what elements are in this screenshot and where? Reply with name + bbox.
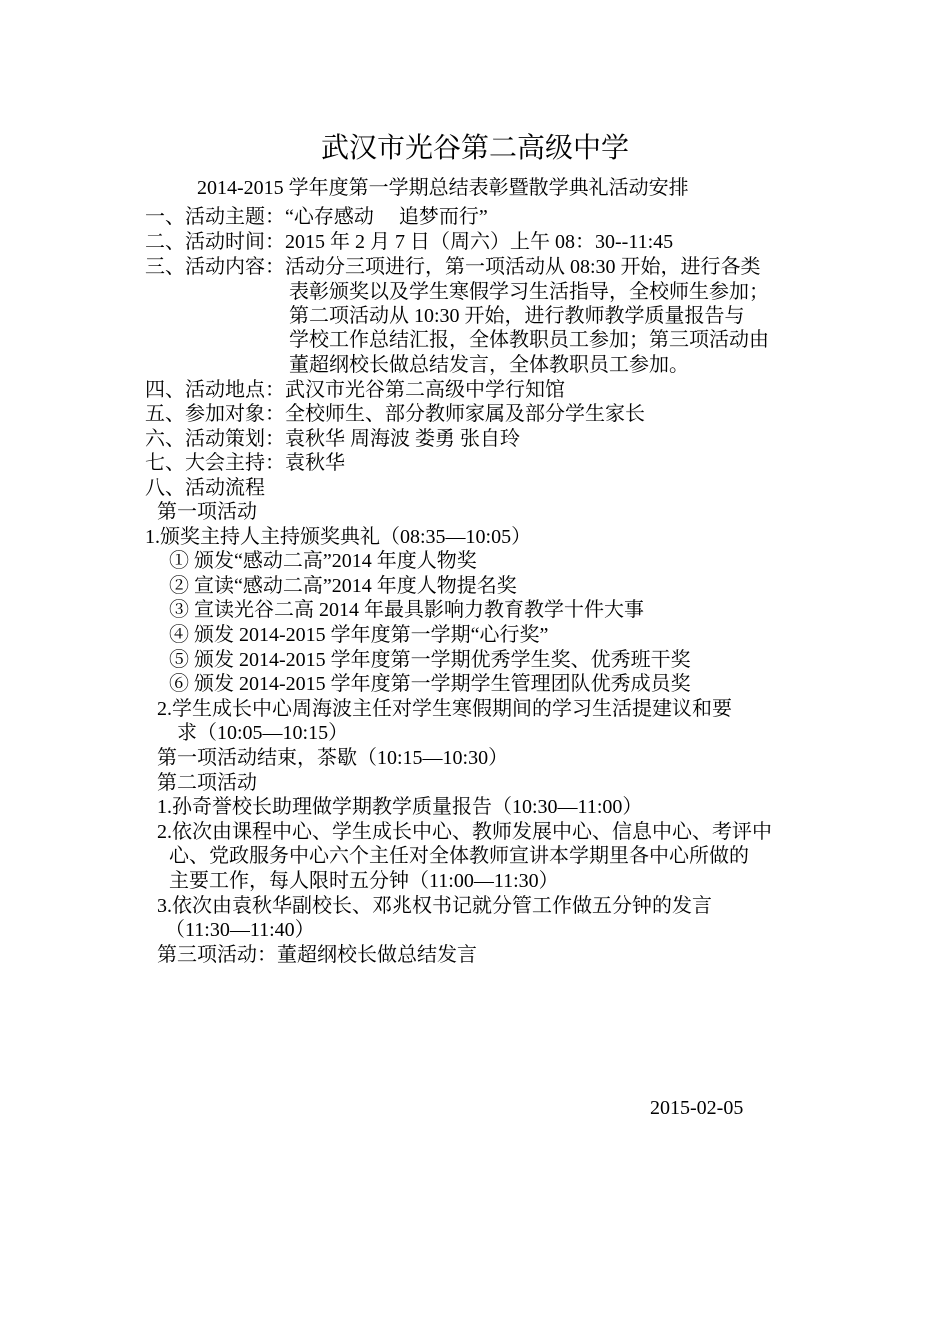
item-content-cont: 学校工作总结汇报，全体教职员工参加；第三项活动由	[289, 329, 769, 351]
list-item-cont: 主要工作，每人限时五分钟（11:00—11:30）	[169, 870, 559, 892]
list-item: 2.学生成长中心周海波主任对学生寒假期间的学习生活提建议和要	[157, 698, 732, 720]
item-content-cont: 第二项活动从 10:30 开始，进行教师教学质量报告与	[289, 305, 745, 327]
list-item: ⑥ 颁发 2014-2015 学年度第一学期学生管理团队优秀成员奖	[169, 673, 691, 695]
item-planners: 六、活动策划：袁秋华 周海波 娄勇 张自玲	[145, 428, 520, 450]
document-title: 武汉市光谷第二高级中学	[320, 133, 629, 164]
list-item-cont: 心、党政服务中心六个主任对全体教师宣讲本学期里各中心所做的	[169, 845, 749, 867]
list-item: ② 宣读“感动二高”2014 年度人物提名奖	[169, 575, 517, 597]
item-time: 二、活动时间：2015 年 2 月 7 日（周六）上午 08：30--11:45	[145, 231, 674, 253]
list-item: 1.孙奇誉校长助理做学期教学质量报告（10:30—11:00）	[157, 796, 643, 818]
section-heading: 第二项活动	[157, 772, 257, 794]
list-item: 1.颁奖主持人主持颁奖典礼（08:35—10:05）	[145, 526, 532, 548]
list-item: ④ 颁发 2014-2015 学年度第一学期“心行奖”	[169, 624, 549, 646]
section-heading: 第三项活动：董超纲校长做总结发言	[157, 944, 477, 966]
document-date: 2015-02-05	[650, 1097, 744, 1119]
item-participants: 五、参加对象：全校师生、部分教师家属及部分学生家长	[145, 403, 645, 425]
section-end: 第一项活动结束，茶歇（10:15—10:30）	[157, 747, 509, 769]
document-subtitle: 2014-2015 学年度第一学期总结表彰暨散学典礼活动安排	[197, 177, 689, 199]
list-item-cont: 求（10:05—10:15）	[177, 722, 349, 744]
list-item: 2.依次由课程中心、学生成长中心、教师发展中心、信息中心、考评中	[157, 821, 772, 843]
section-heading: 第一项活动	[157, 501, 257, 523]
list-item: ③ 宣读光谷二高 2014 年最具影响力教育教学十件大事	[169, 599, 644, 621]
item-process: 八、活动流程	[145, 477, 265, 499]
item-content: 三、活动内容：活动分三项进行，第一项活动从 08:30 开始，进行各类	[145, 256, 761, 278]
item-content-cont: 董超纲校长做总结发言，全体教职员工参加。	[289, 354, 689, 376]
list-item-cont: （11:30—11:40）	[165, 919, 315, 941]
item-location: 四、活动地点：武汉市光谷第二高级中学行知馆	[145, 379, 565, 401]
item-content-cont: 表彰颁奖以及学生寒假学习生活指导，全校师生参加；	[289, 281, 769, 303]
item-theme: 一、活动主题：“心存感动 追梦而行”	[145, 206, 488, 228]
list-item: ⑤ 颁发 2014-2015 学年度第一学期优秀学生奖、优秀班干奖	[169, 649, 691, 671]
item-host: 七、大会主持：袁秋华	[145, 452, 345, 474]
list-item: ① 颁发“感动二高”2014 年度人物奖	[169, 550, 477, 572]
list-item: 3.依次由袁秋华副校长、邓兆权书记就分管工作做五分钟的发言	[157, 895, 712, 917]
